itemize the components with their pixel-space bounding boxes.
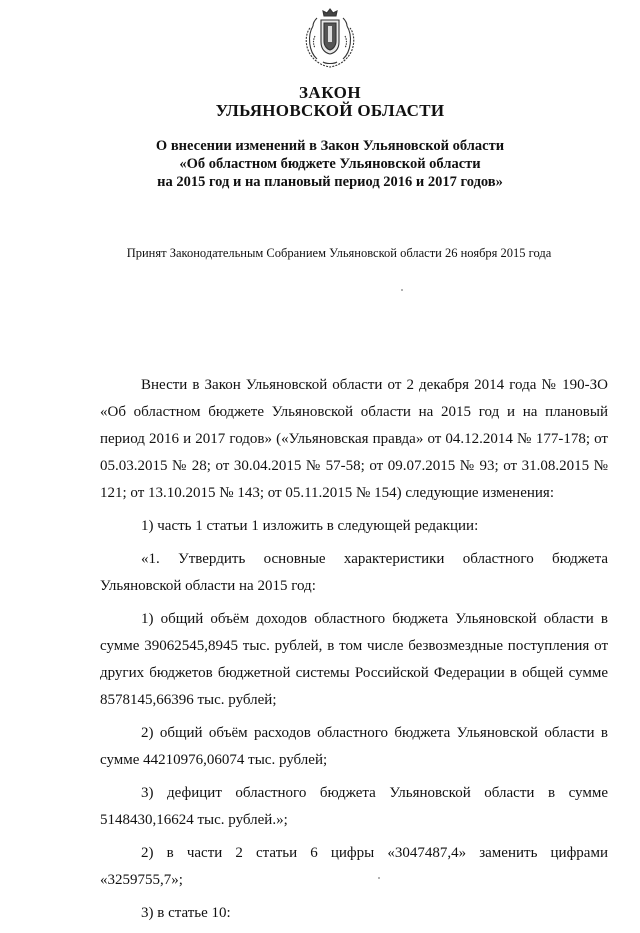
- body-paragraph: 3) в статье 10:: [141, 905, 231, 921]
- body-paragraph: 2) общий объём расходов областного бюджета Ульяновской области в сумме 44210976,06074 тыс. рублей;: [100, 725, 608, 768]
- coat-of-arms-icon: [301, 6, 359, 70]
- body-paragraph: «1. Утвердить основные характеристики областного бюджета Ульяновской области на 2015 год:: [100, 551, 608, 594]
- body-paragraph: 2) в части 2 статьи 6 цифры «3047487,4» заменить цифрами «3259755,7»;: [100, 845, 608, 888]
- body-paragraph: 1) общий объём доходов областного бюджета Ульяновской области в сумме 39062545,8945 тыс. рублей, в том числе безвозмездные поступления от других бюджетов бюджетной системы Российской Федерации в общей сумме 8578145,66396 тыс. рублей;: [100, 611, 608, 708]
- law-body: [100, 372, 608, 933]
- subject-line: на 2015 год и на плановый период 2016 и 2017 годов»: [157, 174, 503, 190]
- document-region: УЛЬЯНОВСКОЙ ОБЛАСТИ: [215, 101, 445, 120]
- adoption-note: Принят Законодательным Собранием Ульяновской области 26 ноября 2015 года: [126, 246, 552, 260]
- document-type: ЗАКОН: [298, 83, 362, 102]
- scan-speck: [401, 289, 403, 291]
- document-subject: [0, 137, 640, 191]
- body-paragraph: 1) часть 1 статьи 1 изложить в следующей редакции:: [141, 518, 479, 534]
- scan-speck: [378, 877, 380, 879]
- body-paragraph: 3) дефицит областного бюджета Ульяновской области в сумме 5148430,16624 тыс. рублей.»;: [100, 785, 608, 828]
- subject-line: «Об областном бюджете Ульяновской области: [179, 156, 481, 172]
- subject-line: О внесении изменений в Закон Ульяновской области: [155, 138, 505, 154]
- body-paragraph: Внести в Закон Ульяновской области от 2 декабря 2014 года № 190-ЗО «Об областном бюджете Ульяновской области на 2015 год и на плановый период 2016 и 2017 годов» («Ульяновская правда» от 04.12.2014 № 177-178; от 05.03.2015 № 28; от 30.04.2015 № 57-58; от 09.07.2015 № 93; от 31.08.2015 № 121; от 13.10.2015 № 143; от 05.11.2015 № 154) следующие изменения:: [100, 377, 608, 501]
